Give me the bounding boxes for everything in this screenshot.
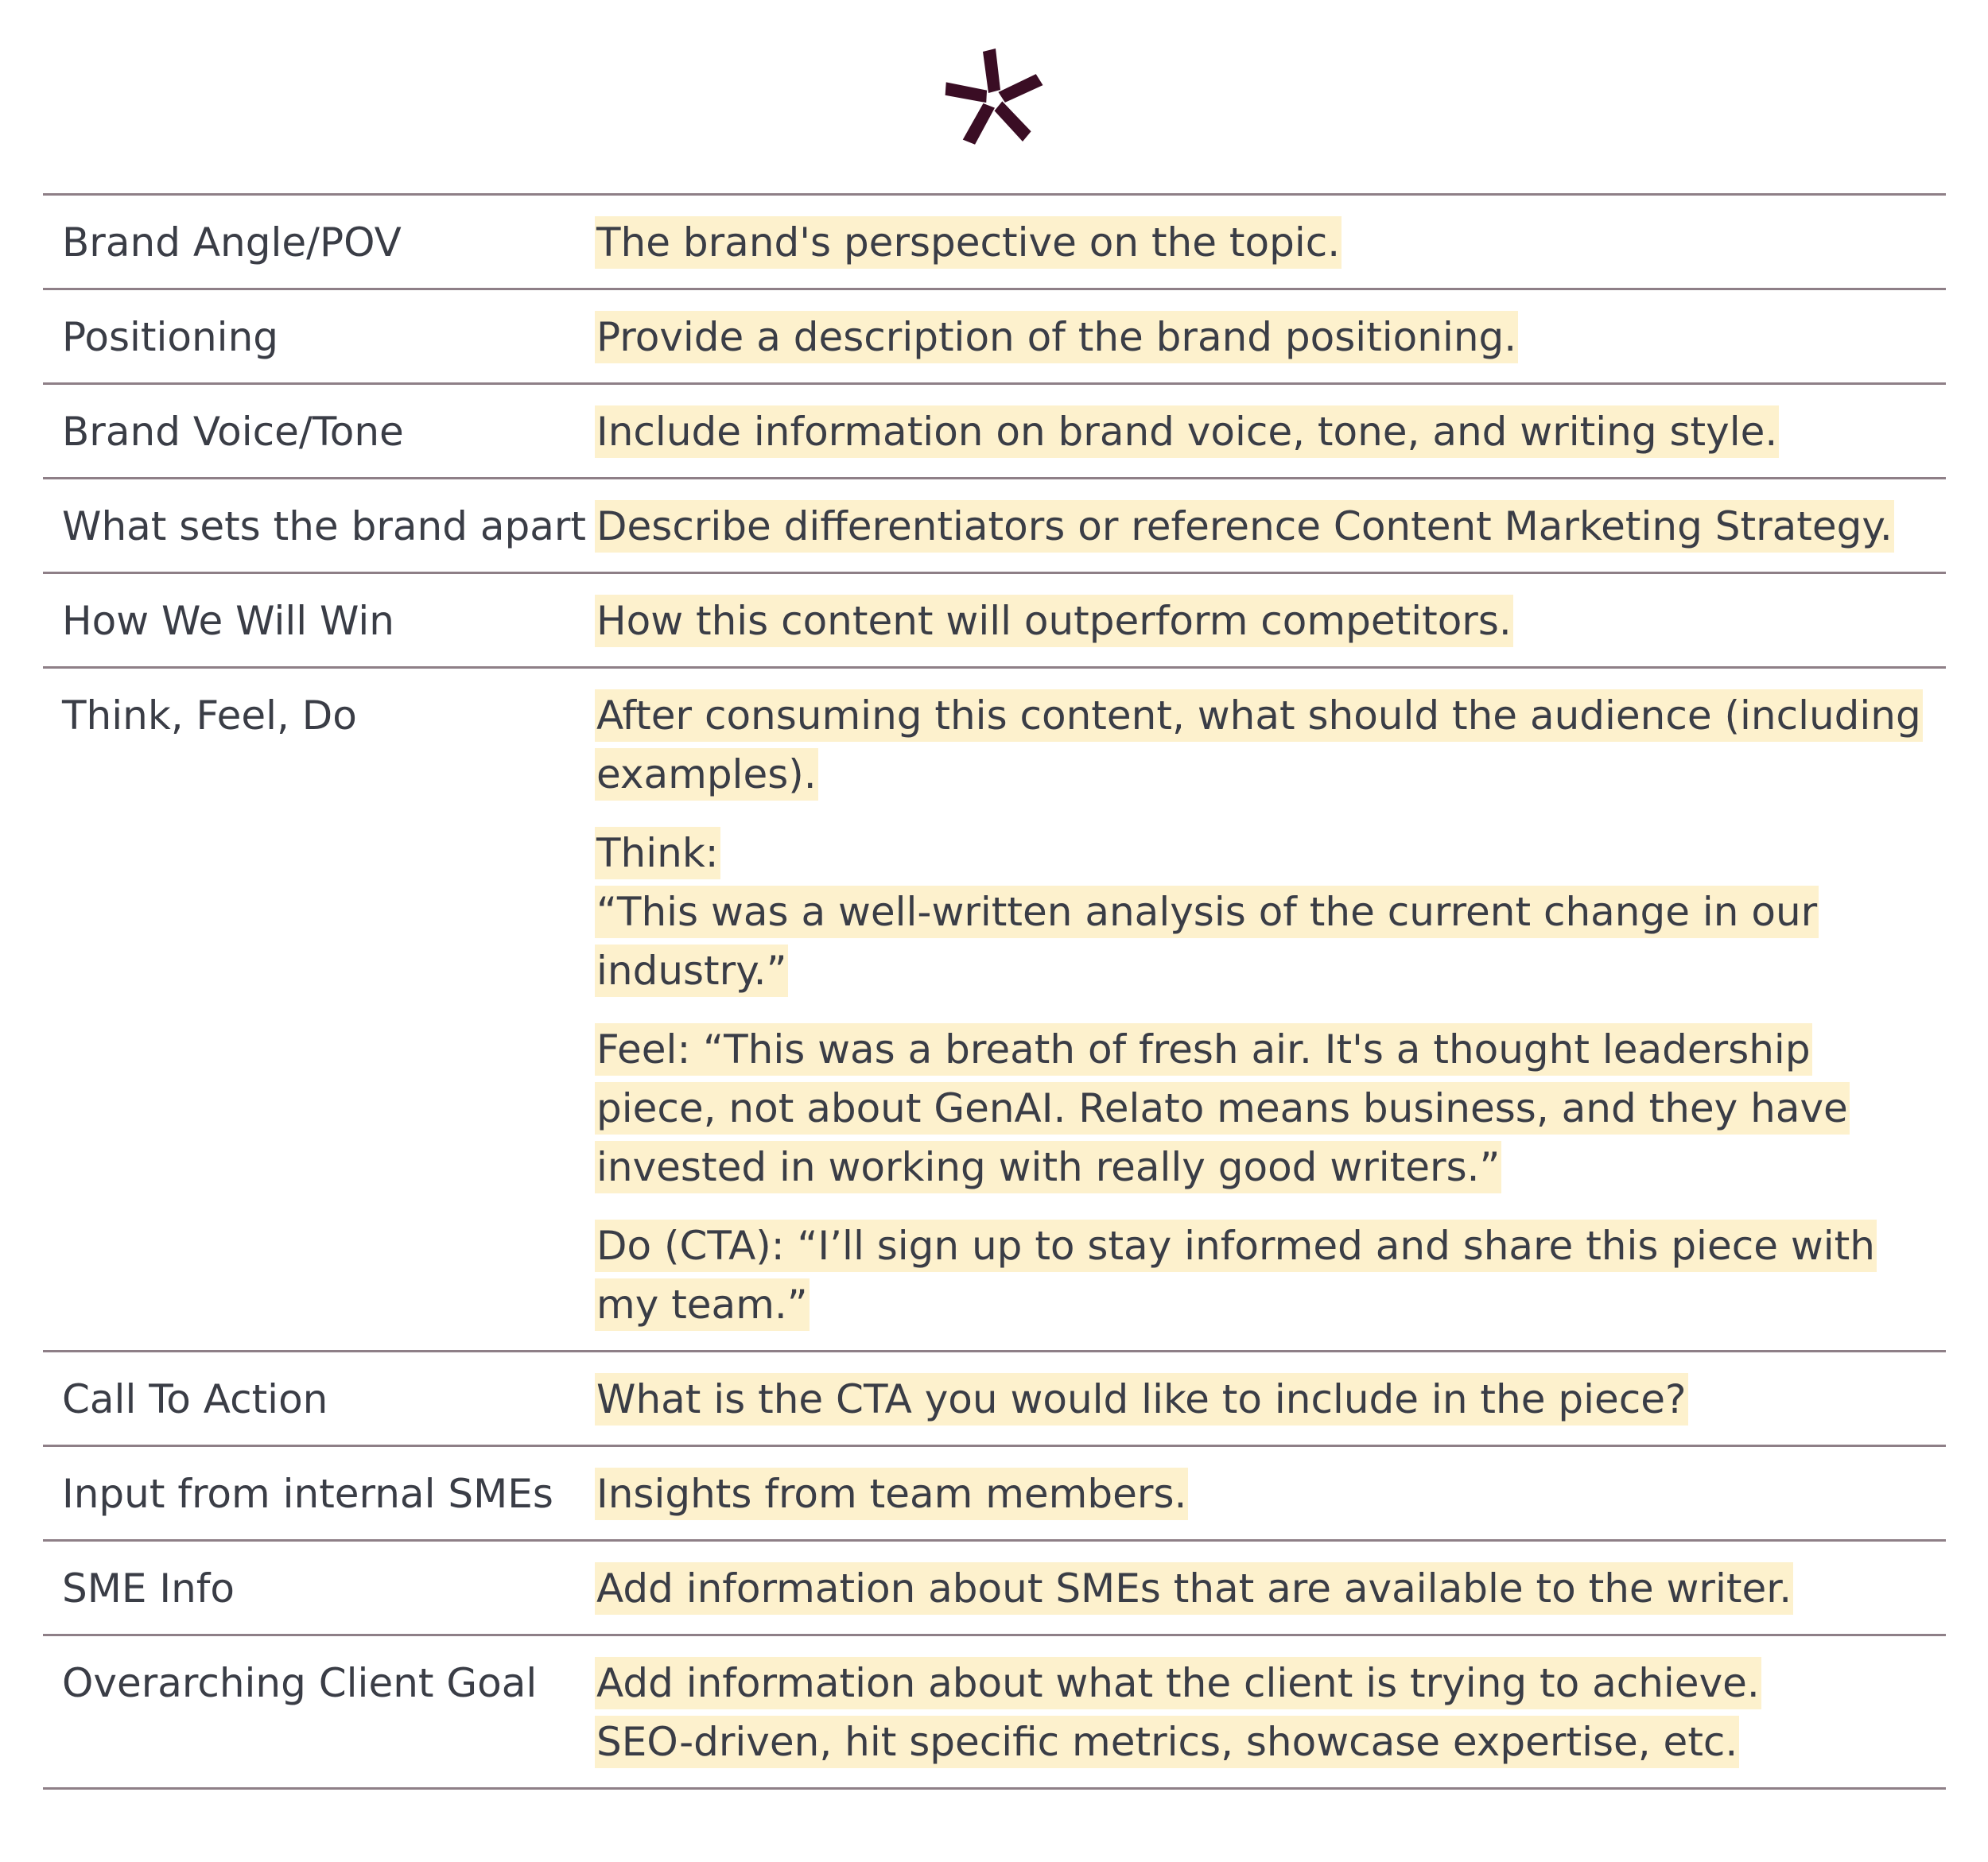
row-value: [595, 1542, 1946, 1634]
value-paragraph: [595, 1654, 1922, 1771]
row-label: How We Will Win: [62, 598, 394, 644]
value-paragraph: [595, 308, 1922, 367]
row-label: Call To Action: [62, 1376, 328, 1422]
highlighted-text: Insights from team members.: [595, 1468, 1188, 1520]
pinwheel-blades: [942, 48, 1045, 147]
row-label: SME Info: [62, 1565, 235, 1612]
table-row: [43, 196, 1946, 290]
value-paragraph: [595, 213, 1922, 272]
value-paragraph: [595, 1559, 1922, 1618]
row-value: [595, 669, 1946, 1350]
highlighted-text: Add information about SMEs that are available to the writer.: [595, 1562, 1793, 1615]
row-value: [595, 1447, 1946, 1539]
highlighted-text: Describe differentiators or reference Content Marketing Strategy.: [595, 500, 1894, 553]
row-label: Brand Voice/Tone: [62, 409, 404, 455]
highlighted-text: How this content will outperform competitors.: [595, 595, 1513, 647]
value-paragraph: [595, 1464, 1922, 1523]
table-row: [43, 1447, 1946, 1542]
row-value: [595, 385, 1946, 477]
row-value: [595, 1352, 1946, 1445]
highlighted-text: Feel: “This was a breath of fresh air. It's a thought leadership piece, not about GenAI. Relato means business, and they have invested in working with really good writers.”: [595, 1023, 1850, 1193]
table-row: [43, 1542, 1946, 1636]
row-label: Think, Feel, Do: [62, 692, 357, 739]
highlighted-text: Think: “This was a well-written analysis of the current change in our industry.”: [595, 827, 1819, 997]
value-paragraph: [595, 497, 1922, 556]
value-paragraph: [595, 402, 1922, 461]
table-row: [43, 290, 1946, 385]
row-value: [595, 196, 1946, 288]
highlighted-text: After consuming this content, what should the audience (including examples).: [595, 689, 1923, 801]
highlighted-text: The brand's perspective on the topic.: [595, 216, 1342, 269]
row-label: Input from internal SMEs: [62, 1471, 553, 1517]
table-row: [43, 479, 1946, 574]
value-paragraph: [595, 686, 1922, 804]
highlighted-text: Do (CTA): “I’ll sign up to stay informed and share this piece with my team.”: [595, 1220, 1877, 1331]
table-row: [43, 1636, 1946, 1790]
value-paragraph: [595, 1216, 1922, 1334]
highlighted-text: Provide a description of the brand positioning.: [595, 311, 1518, 363]
content-brief-table: [43, 193, 1946, 1790]
table-row: [43, 669, 1946, 1352]
value-paragraph: [595, 592, 1922, 650]
value-paragraph: [595, 824, 1922, 1000]
pinwheel-logo-icon: [938, 44, 1050, 155]
highlighted-text: What is the CTA you would like to include in the piece?: [595, 1373, 1688, 1426]
table-row: [43, 1352, 1946, 1447]
table-row: [43, 385, 1946, 479]
brand-logo: [938, 44, 1050, 155]
row-label: Overarching Client Goal: [62, 1660, 538, 1706]
table-row: [43, 574, 1946, 669]
row-value: [595, 479, 1946, 572]
row-label: Brand Angle/POV: [62, 219, 402, 266]
row-value: [595, 1636, 1946, 1787]
highlighted-text: Include information on brand voice, tone, and writing style.: [595, 405, 1779, 458]
value-paragraph: [595, 1020, 1922, 1197]
row-label: Positioning: [62, 314, 278, 360]
row-value: [595, 290, 1946, 382]
row-value: [595, 574, 1946, 666]
highlighted-text: Add information about what the client is trying to achieve. SEO-driven, hit specific metrics, showcase expertise, etc.: [595, 1657, 1761, 1768]
row-label: What sets the brand apart: [62, 503, 587, 549]
value-paragraph: [595, 1370, 1922, 1429]
